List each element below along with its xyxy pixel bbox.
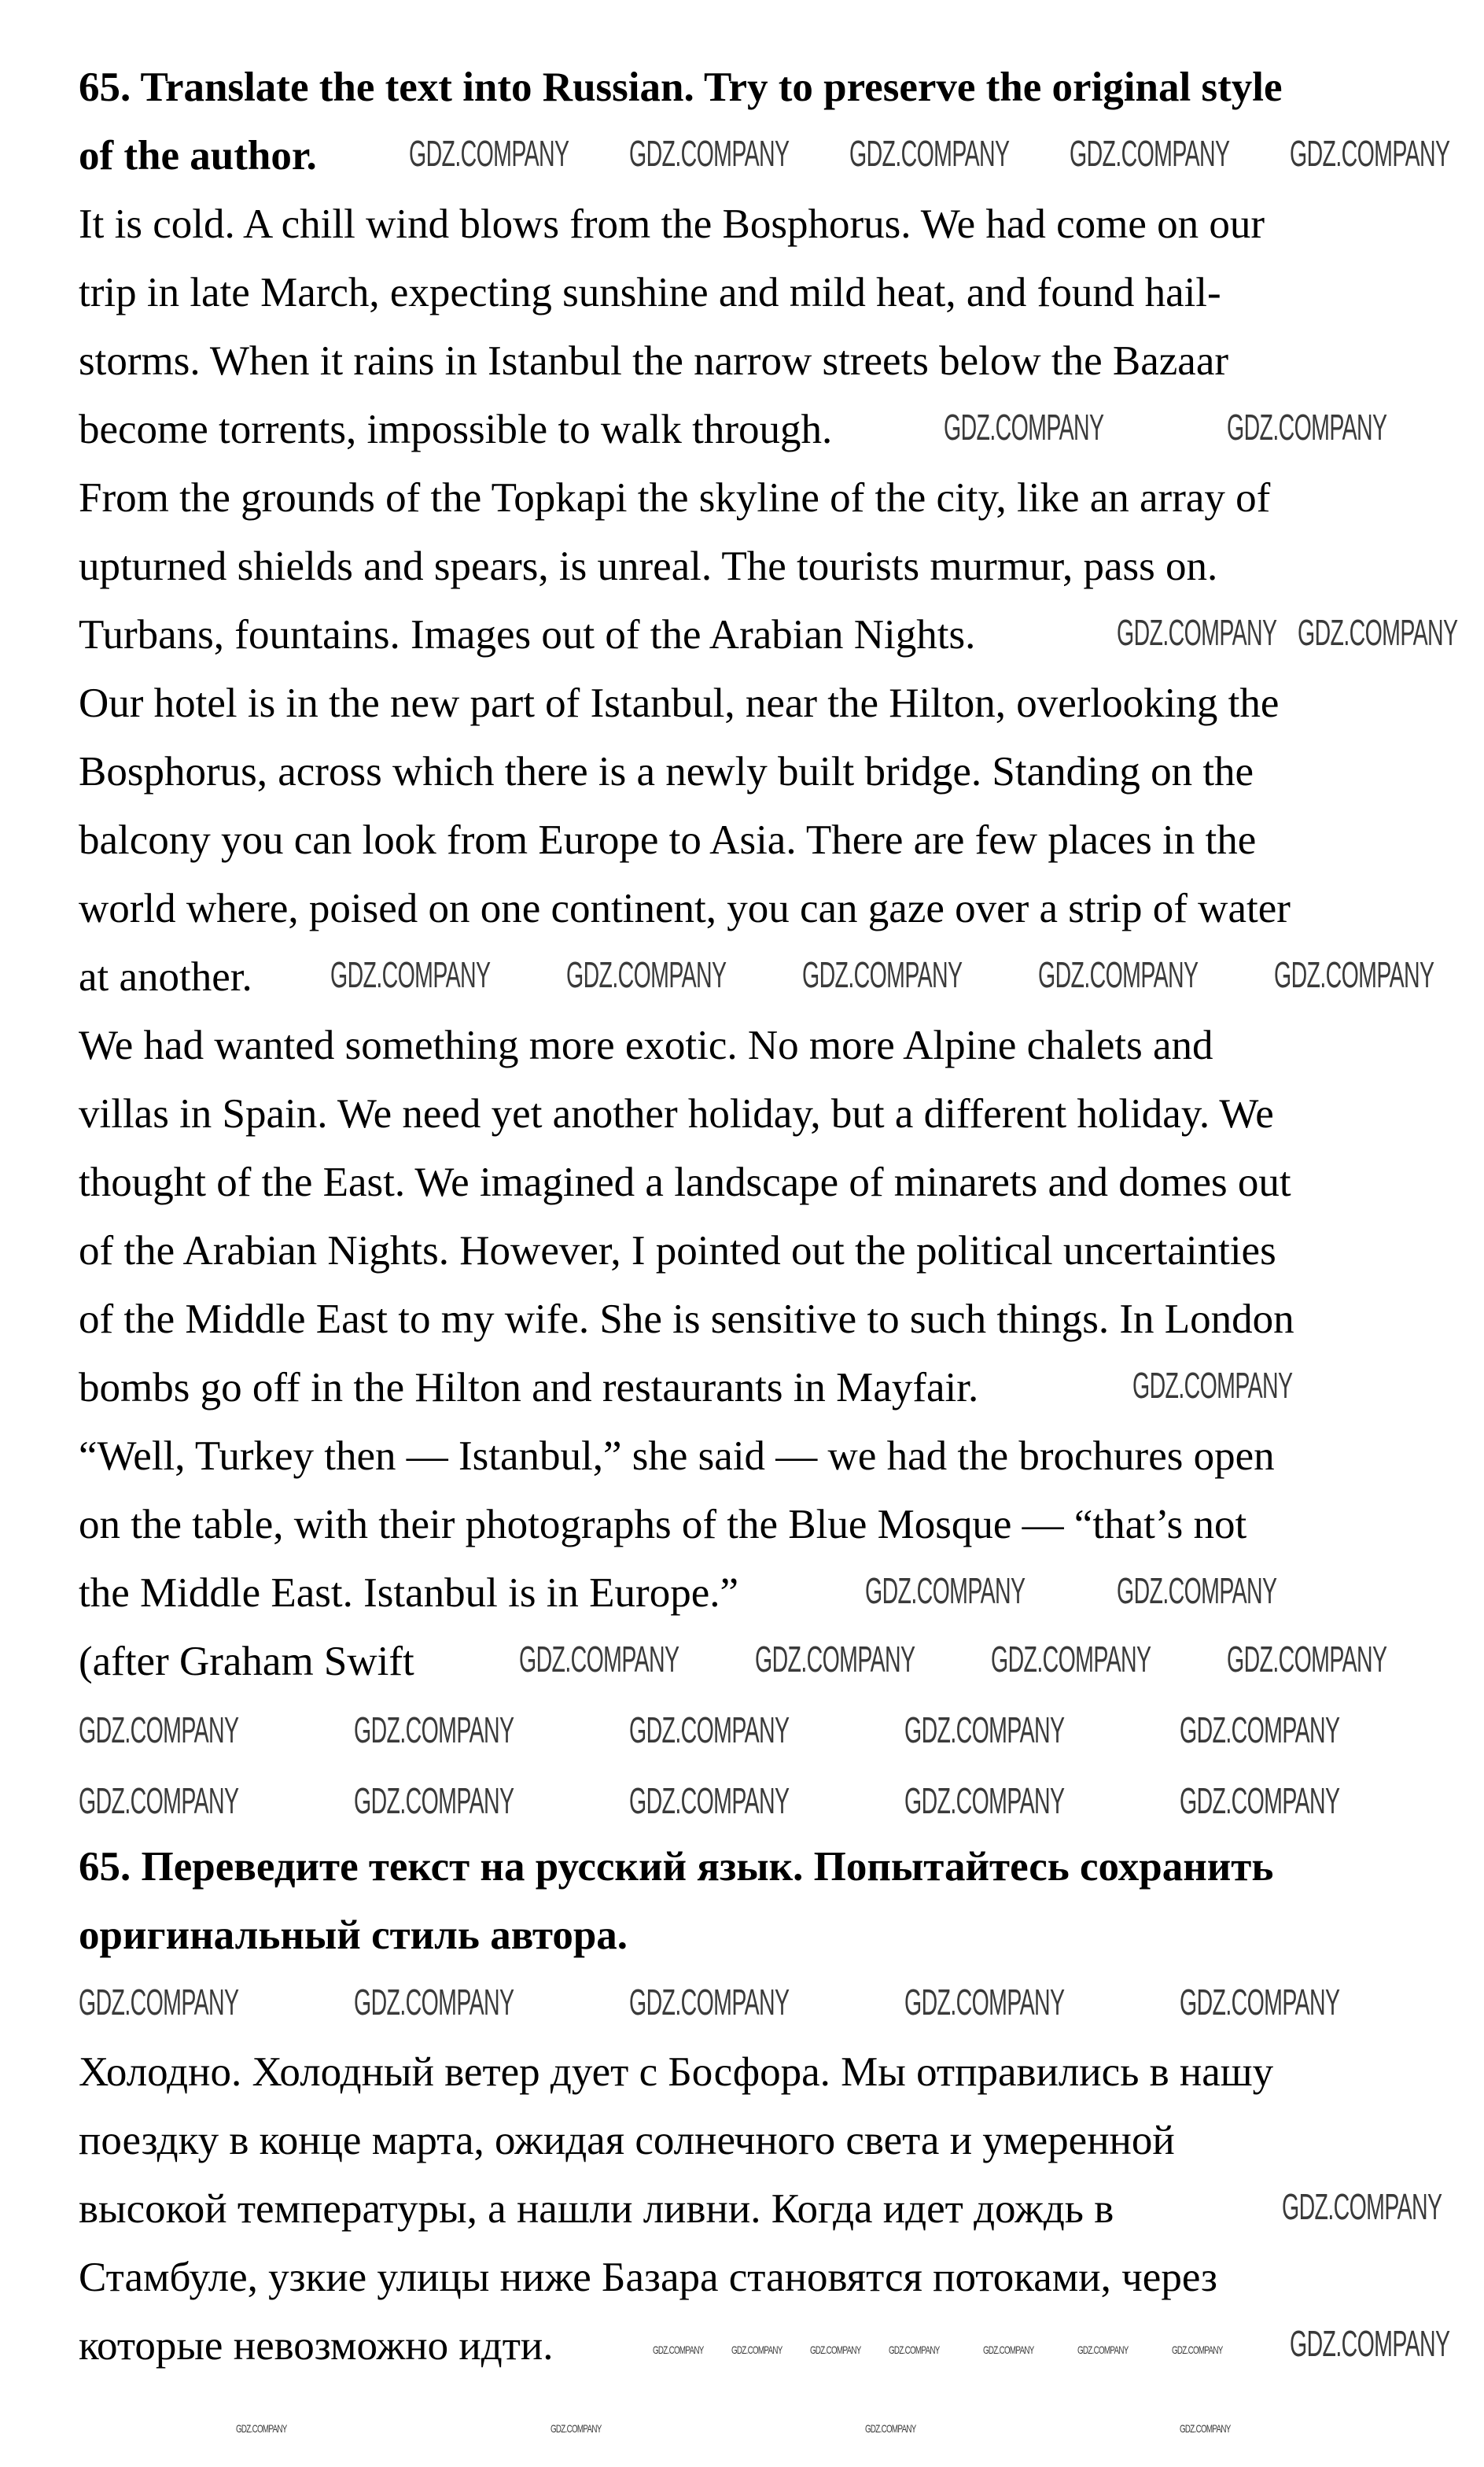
watermark: GDZ.COMPANY bbox=[629, 1709, 790, 1750]
text-line: “Well, Turkey then — Istanbul,” she said — we had the brochures open bbox=[79, 1433, 1275, 1479]
watermark: GDZ.COMPANY bbox=[1180, 1709, 1340, 1750]
watermark: GDZ.COMPANY bbox=[354, 1780, 514, 1821]
watermark: GDZ.COMPANY bbox=[566, 954, 727, 995]
text-line: We had wanted something more exotic. No more Alpine chalets and bbox=[79, 1023, 1213, 1068]
watermark: GDZ.COMPANY bbox=[1180, 1982, 1340, 2023]
text-line: которые невозможно идти. bbox=[79, 2323, 554, 2369]
text-line: высокой температуры, а нашли ливни. Когда идет дождь в bbox=[79, 2186, 1114, 2232]
watermark: GDZ.COMPANY bbox=[1038, 954, 1199, 995]
text-line: of the Arabian Nights. However, I pointed out the political uncertainties bbox=[79, 1228, 1276, 1274]
watermark: GDZ.COMPANY bbox=[1290, 133, 1450, 174]
watermark: GDZ.COMPANY bbox=[236, 2422, 287, 2435]
watermark: GDZ.COMPANY bbox=[79, 1780, 239, 1821]
watermark: GDZ.COMPANY bbox=[944, 407, 1104, 448]
text-line: поездку в конце марта, ожидая солнечного света и умеренной bbox=[79, 2118, 1175, 2163]
watermark: GDZ.COMPANY bbox=[904, 1709, 1065, 1750]
text-line: thought of the East. We imagined a landscape of minarets and domes out bbox=[79, 1160, 1291, 1205]
watermark: GDZ.COMPANY bbox=[653, 2343, 704, 2356]
watermark: GDZ.COMPANY bbox=[1298, 612, 1458, 653]
watermark: GDZ.COMPANY bbox=[354, 1709, 514, 1750]
watermark: GDZ.COMPANY bbox=[1077, 2343, 1129, 2356]
watermark: GDZ.COMPANY bbox=[1117, 612, 1277, 653]
watermark: GDZ.COMPANY bbox=[904, 1982, 1065, 2023]
text-line: balcony you can look from Europe to Asia. There are few places in the bbox=[79, 817, 1257, 863]
text-line: villas in Spain. We need yet another holiday, but a different holiday. We bbox=[79, 1091, 1274, 1137]
text-line: upturned shields and spears, is unreal. The tourists murmur, pass on. bbox=[79, 544, 1218, 589]
watermark: GDZ.COMPANY bbox=[1070, 133, 1230, 174]
heading-line: 65. Переведите текст на русский язык. Попытайтесь сохранить bbox=[79, 1844, 1274, 1890]
text-line: bombs go off in the Hilton and restaurants in Mayfair. bbox=[79, 1365, 979, 1411]
text-line: the Middle East. Istanbul is in Europe.” bbox=[79, 1570, 738, 1616]
watermark: GDZ.COMPANY bbox=[79, 1982, 239, 2023]
watermark: GDZ.COMPANY bbox=[1180, 2422, 1231, 2435]
text-line: (after Graham Swift bbox=[79, 1639, 414, 1684]
heading-line: 65. Translate the text into Russian. Try to preserve the original style bbox=[79, 65, 1283, 110]
text-line: of the Middle East to my wife. She is sensitive to such things. In London bbox=[79, 1296, 1294, 1342]
text-line: trip in late March, expecting sunshine and mild heat, and found hail- bbox=[79, 270, 1221, 315]
heading-line: of the author. bbox=[79, 133, 317, 179]
text-line: world where, poised on one continent, you can gaze over a strip of water bbox=[79, 886, 1291, 931]
watermark: GDZ.COMPANY bbox=[1180, 1780, 1340, 1821]
text-line: Bosphorus, across which there is a newly built bridge. Standing on the bbox=[79, 749, 1254, 795]
watermark: GDZ.COMPANY bbox=[1282, 2186, 1442, 2227]
text-line: It is cold. A chill wind blows from the Bosphorus. We had come on our bbox=[79, 201, 1265, 247]
watermark: GDZ.COMPANY bbox=[1172, 2343, 1223, 2356]
watermark: GDZ.COMPANY bbox=[409, 133, 569, 174]
russian-translation bbox=[79, 2038, 1463, 2380]
watermark: GDZ.COMPANY bbox=[849, 133, 1010, 174]
watermark: GDZ.COMPANY bbox=[865, 2422, 916, 2435]
watermark: GDZ.COMPANY bbox=[731, 2343, 783, 2356]
watermark: GDZ.COMPANY bbox=[810, 2343, 861, 2356]
text-line: storms. When it rains in Istanbul the narrow streets below the Bazaar bbox=[79, 338, 1229, 384]
russian-task-heading bbox=[79, 1833, 1463, 1970]
watermark: GDZ.COMPANY bbox=[551, 2422, 602, 2435]
watermark: GDZ.COMPANY bbox=[1227, 407, 1387, 448]
watermark: GDZ.COMPANY bbox=[755, 1639, 915, 1680]
watermark: GDZ.COMPANY bbox=[865, 1570, 1026, 1611]
watermark: GDZ.COMPANY bbox=[629, 1982, 790, 2023]
text-line: Our hotel is in the new part of Istanbul, near the Hilton, overlooking the bbox=[79, 680, 1280, 726]
watermark: GDZ.COMPANY bbox=[79, 1709, 239, 1750]
text-line: Стамбуле, узкие улицы ниже Базара становятся потоками, через bbox=[79, 2255, 1217, 2300]
watermark: GDZ.COMPANY bbox=[1227, 1639, 1387, 1680]
text-line: From the grounds of the Topkapi the skyline of the city, like an array of bbox=[79, 475, 1271, 521]
watermark: GDZ.COMPANY bbox=[629, 133, 790, 174]
watermark: GDZ.COMPANY bbox=[1117, 1570, 1277, 1611]
text-line: Turbans, fountains. Images out of the Arabian Nights. bbox=[79, 612, 976, 658]
text-line: on the table, with their photographs of the Blue Mosque — “that’s not bbox=[79, 1502, 1247, 1547]
watermark: GDZ.COMPANY bbox=[1274, 954, 1434, 995]
document-page bbox=[79, 53, 1463, 2380]
watermark: GDZ.COMPANY bbox=[889, 2343, 940, 2356]
text-line: at another. bbox=[79, 954, 252, 1000]
watermark: GDZ.COMPANY bbox=[983, 2343, 1034, 2356]
watermark: GDZ.COMPANY bbox=[1132, 1365, 1293, 1406]
heading-line: оригинальный стиль автора. bbox=[79, 1912, 628, 1958]
watermark: GDZ.COMPANY bbox=[1290, 2323, 1450, 2364]
watermark: GDZ.COMPANY bbox=[904, 1780, 1065, 1821]
watermark: GDZ.COMPANY bbox=[519, 1639, 679, 1680]
watermark: GDZ.COMPANY bbox=[629, 1780, 790, 1821]
watermark: GDZ.COMPANY bbox=[802, 954, 963, 995]
text-line: become torrents, impossible to walk through. bbox=[79, 407, 833, 452]
watermark: GDZ.COMPANY bbox=[354, 1982, 514, 2023]
watermark: GDZ.COMPANY bbox=[991, 1639, 1151, 1680]
text-line: Холодно. Холодный ветер дует с Босфора. Мы отправились в нашу bbox=[79, 2049, 1274, 2095]
watermark: GDZ.COMPANY bbox=[330, 954, 491, 995]
